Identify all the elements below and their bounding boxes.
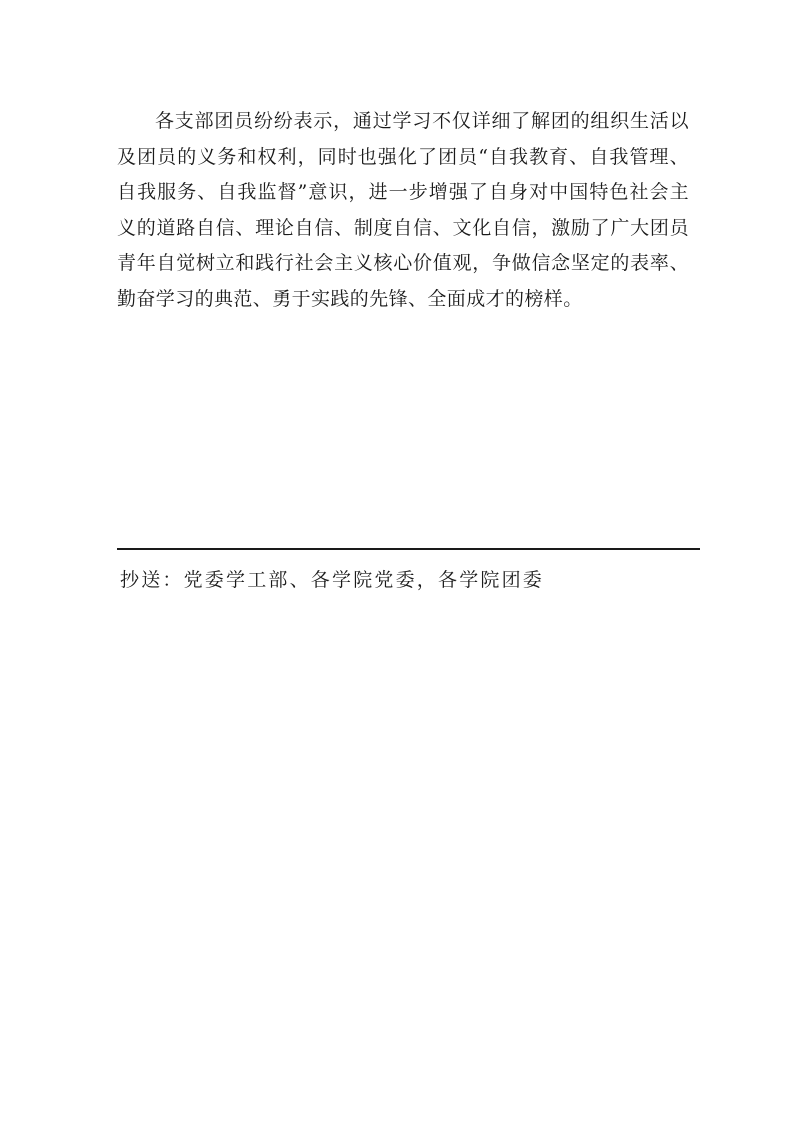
body-paragraph: 各支部团员纷纷表示，通过学习不仅详细了解团的组织生活以及团员的义务和权利，同时也强化了团员“自我教育、自我管理、自我服务、自我监督”意识，进一步增强了自身对中国特色社会主义的道路自信、理论自信、制度自信、文化自信，激励了广大团员青年自觉树立和践行社会主义核心价值观，争做信念坚定的表率、勤奋学习的典范、勇于实践的先锋、全面成才的榜样。 bbox=[117, 110, 689, 310]
cc-distribution-line: 抄送：党委学工部、各学院党委，各学院团委 bbox=[120, 569, 545, 591]
cc-divider-line bbox=[117, 548, 700, 550]
